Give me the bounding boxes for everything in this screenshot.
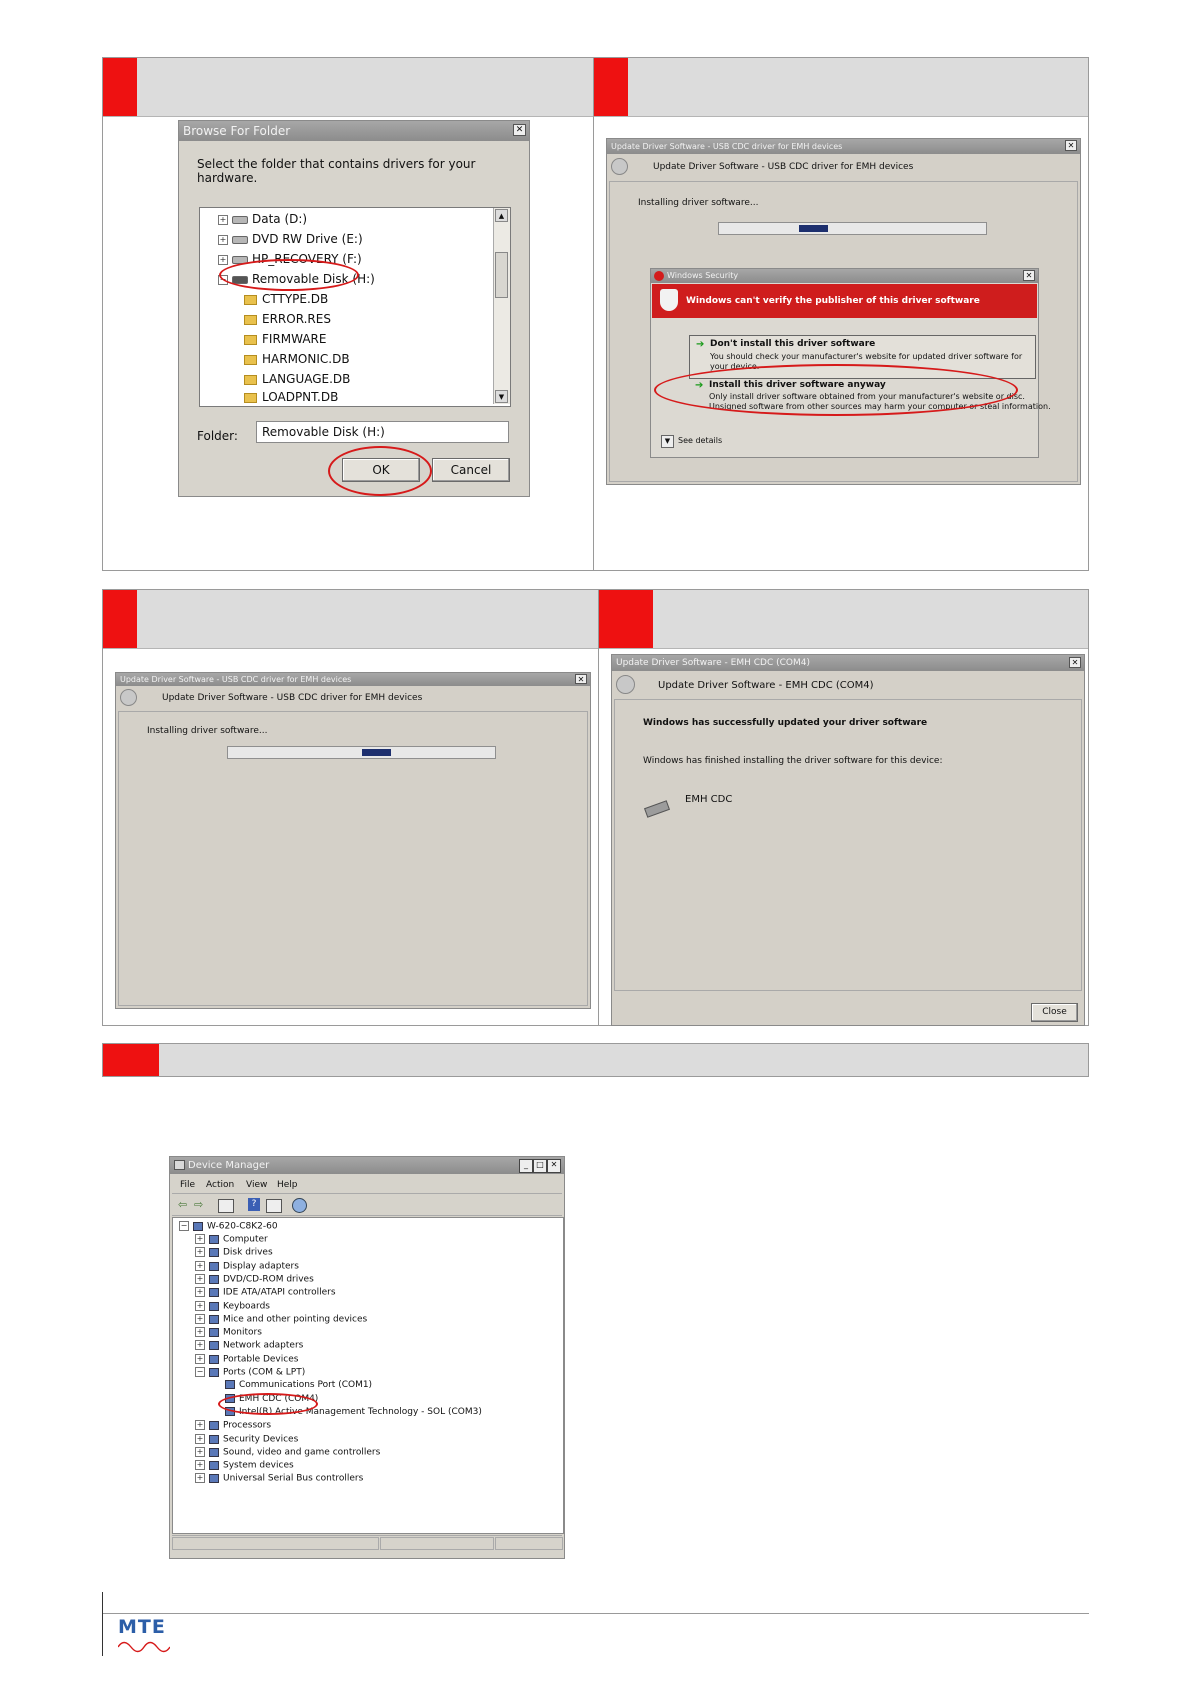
device-category-icon: [209, 1328, 219, 1337]
folder-tree[interactable]: [199, 207, 511, 407]
folder-item[interactable]: [244, 312, 331, 326]
close-icon[interactable]: ✕: [1069, 657, 1081, 668]
forward-arrow-icon[interactable]: ⇨: [194, 1198, 204, 1211]
expand-icon[interactable]: +: [196, 1473, 204, 1482]
scan-hardware-icon[interactable]: [292, 1198, 307, 1213]
maximize-icon[interactable]: □: [533, 1159, 547, 1173]
tree-item-category[interactable]: [195, 1340, 303, 1351]
tree-item-label: Communications Port (COM1): [239, 1380, 373, 1390]
device-category-icon: [209, 1288, 219, 1297]
dvd-drive-icon: [232, 236, 248, 244]
collapse-icon[interactable]: −: [219, 274, 227, 284]
instruction-text: Select the folder that contains drivers for your hardware.: [197, 157, 476, 185]
highlight-install-anyway: [654, 364, 1018, 416]
step-panel-installing: [102, 589, 599, 1026]
status-pane: [380, 1537, 494, 1550]
expand-icon[interactable]: +: [196, 1434, 204, 1443]
menu-action[interactable]: Action: [206, 1180, 235, 1190]
scroll-up-icon[interactable]: ▲: [495, 209, 508, 222]
device-manager-window: [169, 1156, 565, 1559]
tree-item-category[interactable]: [195, 1434, 298, 1445]
tree-item-label: W-620-C8K2-60: [207, 1221, 278, 1232]
step-header: [103, 58, 593, 117]
menu-file[interactable]: File: [180, 1180, 196, 1190]
device-category-icon: [209, 1474, 219, 1483]
windows-security-dialog: [650, 268, 1051, 458]
properties-icon[interactable]: [218, 1199, 234, 1213]
folder-name: LOADPNT.DB: [262, 390, 339, 404]
option-description: Only install driver software obtained from your manufacturer's website or disc. Unsigned software from other sources may harm your computer or steal information.: [709, 392, 1051, 411]
close-icon[interactable]: ✕: [1065, 140, 1077, 151]
mte-logo-wave: [118, 1640, 170, 1654]
folder-item[interactable]: [244, 390, 338, 404]
back-icon[interactable]: [616, 675, 635, 694]
folder-name: HARMONIC.DB: [262, 352, 350, 366]
tree-item-category[interactable]: [195, 1473, 363, 1484]
back-arrow-icon[interactable]: ⇦: [178, 1198, 188, 1211]
device-name: EMH CDC: [685, 794, 733, 805]
step-panel-device-manager: [102, 1043, 1089, 1077]
device-manager-icon: [174, 1160, 185, 1170]
green-arrow-icon: ➔: [696, 339, 705, 350]
step-number-box: [103, 58, 137, 116]
device-category-icon: [209, 1315, 219, 1324]
tree-root[interactable]: [179, 1221, 278, 1232]
folder-icon: [244, 355, 257, 365]
device-tree[interactable]: [172, 1217, 564, 1534]
update-driver-window: [115, 672, 591, 1009]
device-category-icon: [209, 1248, 219, 1257]
status-text: Installing driver software...: [638, 198, 759, 208]
tree-item-category[interactable]: [195, 1287, 336, 1298]
device-category-icon: [209, 1461, 219, 1470]
window-title: Update Driver Software - USB CDC driver for EMH devices: [116, 673, 590, 686]
folder-name: CTTYPE.DB: [262, 292, 329, 306]
security-title: [651, 269, 1038, 283]
green-arrow-icon: ➔: [695, 380, 704, 391]
tree-item-category[interactable]: [195, 1314, 367, 1325]
folder-name: LANGUAGE.DB: [262, 372, 351, 386]
drive-icon: [232, 216, 248, 224]
expand-icon[interactable]: +: [219, 214, 227, 224]
tree-item-label: Security Devices: [223, 1434, 299, 1445]
step-number-box: [103, 1044, 159, 1076]
menu-bar: [172, 1177, 562, 1194]
tree-item-category[interactable]: [195, 1460, 294, 1471]
tree-item-category[interactable]: [195, 1301, 270, 1312]
device-category-icon: [209, 1435, 219, 1444]
device-category-icon: [209, 1275, 219, 1284]
tree-item-label: EMH CDC (COM4): [239, 1394, 319, 1404]
dialog-title: Browse For Folder: [179, 121, 529, 141]
expand-icon[interactable]: +: [196, 1301, 204, 1310]
browse-for-folder-dialog: [178, 120, 530, 497]
ok-button[interactable]: OK: [342, 458, 420, 482]
step-number-box: [594, 58, 628, 116]
folder-icon: [244, 315, 257, 325]
close-icon[interactable]: ✕: [575, 674, 587, 684]
tree-item-label: System devices: [223, 1460, 294, 1471]
update-driver-window: [606, 138, 1081, 485]
tree-item-drive-d[interactable]: [218, 212, 307, 226]
folder-label: Folder:: [197, 429, 238, 443]
tree-item-label: HP_RECOVERY (F:): [252, 252, 362, 266]
success-heading: Windows has successfully updated your driver software: [643, 718, 928, 728]
tree-item-label: Universal Serial Bus controllers: [223, 1473, 364, 1484]
expand-icon[interactable]: +: [196, 1247, 204, 1256]
status-text: Installing driver software...: [147, 726, 268, 736]
see-details-toggle[interactable]: [661, 435, 722, 448]
menu-view[interactable]: View: [246, 1180, 268, 1190]
scroll-down-icon[interactable]: ▼: [495, 390, 508, 403]
close-icon[interactable]: ✕: [1023, 270, 1035, 281]
progress-bar: [718, 222, 987, 235]
expand-icon[interactable]: +: [196, 1340, 204, 1349]
tree-item-category[interactable]: [195, 1420, 271, 1431]
back-icon[interactable]: [611, 158, 628, 175]
device-category-icon: [209, 1448, 219, 1457]
folder-item[interactable]: [244, 352, 350, 366]
folder-icon: [244, 393, 257, 403]
expand-icon[interactable]: +: [196, 1420, 204, 1429]
tree-item-category[interactable]: [195, 1234, 268, 1245]
device-category-icon: [209, 1421, 219, 1430]
window-title-text: Device Manager: [188, 1160, 270, 1171]
device-category-icon: [209, 1262, 219, 1271]
folder-icon: [244, 335, 257, 345]
window-title: Update Driver Software - EMH CDC (COM4): [612, 655, 1084, 671]
step-header: [103, 590, 598, 649]
tree-item-category[interactable]: [195, 1247, 273, 1258]
shield-warning-icon: [660, 289, 678, 311]
tree-item-port[interactable]: [225, 1380, 372, 1390]
see-details-label: See details: [678, 436, 723, 445]
tree-item-label: Removable Disk (H:): [252, 272, 375, 286]
close-button[interactable]: Close: [1031, 1003, 1078, 1022]
expand-icon[interactable]: +: [196, 1327, 204, 1336]
expand-icon[interactable]: +: [196, 1234, 204, 1243]
tree-item-label: Data (D:): [252, 212, 308, 226]
step-header: [594, 58, 1088, 117]
folder-item[interactable]: [244, 372, 350, 386]
device-category-icon: [209, 1302, 219, 1311]
tree-item-category[interactable]: [195, 1367, 305, 1378]
tree-item-category[interactable]: [195, 1447, 380, 1458]
window-header: Update Driver Software - EMH CDC (COM4): [658, 680, 874, 691]
expand-icon[interactable]: +: [219, 254, 227, 264]
highlight-removable-disk: [219, 259, 359, 291]
tree-item-drive-e[interactable]: [218, 232, 363, 246]
computer-icon: [193, 1222, 203, 1231]
security-title-text: Windows Security: [667, 271, 739, 280]
folder-input[interactable]: Removable Disk (H:): [256, 421, 509, 443]
step-panel-security: [593, 57, 1089, 571]
option-description: You should check your manufacturer's website for updated driver software for your device.: [710, 352, 1023, 371]
scroll-thumb[interactable]: [495, 252, 508, 298]
expand-icon[interactable]: +: [196, 1447, 204, 1456]
tree-item-category[interactable]: [195, 1274, 314, 1285]
expand-icon[interactable]: +: [196, 1314, 204, 1323]
progress-fill: [362, 749, 391, 756]
option-title: Don't install this driver software: [710, 339, 876, 349]
minimize-icon[interactable]: _: [519, 1159, 533, 1173]
expand-icon[interactable]: +: [196, 1287, 204, 1296]
tree-item-label: Monitors: [223, 1327, 262, 1338]
expand-icon[interactable]: +: [196, 1354, 204, 1363]
content-area: [614, 699, 1082, 991]
tree-item-label: Intel(R) Active Management Technology - SOL (COM3): [239, 1407, 482, 1417]
finished-text: Windows has finished installing the driver software for this device:: [643, 756, 943, 766]
cancel-button[interactable]: Cancel: [432, 458, 510, 482]
tree-item-label: Ports (COM & LPT): [223, 1367, 306, 1378]
status-pane: [495, 1537, 563, 1550]
progress-fill: [799, 225, 828, 232]
expand-icon[interactable]: +: [196, 1261, 204, 1270]
window-header: Update Driver Software - USB CDC driver for EMH devices: [653, 162, 914, 172]
folder-item[interactable]: [244, 292, 328, 306]
window-title: [170, 1157, 564, 1174]
menu-help[interactable]: Help: [277, 1180, 298, 1190]
shield-error-icon: [654, 271, 664, 281]
window-title: Update Driver Software - USB CDC driver for EMH devices: [607, 139, 1080, 154]
device-category-icon: [209, 1341, 219, 1350]
highlight-emh-cdc: [218, 1393, 318, 1415]
step-number-box: [103, 590, 137, 648]
highlight-ok-button: [328, 446, 432, 496]
footer-horizontal-rule: [103, 1613, 1089, 1614]
warning-banner: [652, 284, 1037, 318]
tree-item-label: Mice and other pointing devices: [223, 1314, 368, 1325]
folder-icon: [244, 295, 257, 305]
update-driver-window: [611, 654, 1085, 1026]
folder-item[interactable]: [244, 332, 326, 346]
folder-name: FIRMWARE: [262, 332, 327, 346]
folder-icon: [244, 375, 257, 385]
tree-item-label: DVD/CD-ROM drives: [223, 1274, 314, 1285]
footer-vertical-rule: [102, 1592, 103, 1656]
tree-item-label: DVD RW Drive (E:): [252, 232, 363, 246]
tree-item-label: Processors: [223, 1420, 272, 1431]
warning-text: Windows can't verify the publisher of this driver software: [686, 296, 980, 306]
tree-item-label: Keyboards: [223, 1301, 270, 1312]
device-category-icon: [209, 1368, 219, 1377]
device-category-icon: [209, 1355, 219, 1364]
folder-name: ERROR.RES: [262, 312, 331, 326]
status-pane: [172, 1537, 379, 1550]
window-header: Update Driver Software - USB CDC driver for EMH devices: [162, 693, 423, 703]
chevron-down-icon[interactable]: ▼: [661, 435, 674, 448]
view-icon[interactable]: [266, 1199, 282, 1213]
step-header: [599, 590, 1088, 649]
tree-item-label: Computer: [223, 1234, 268, 1245]
option-title: Install this driver software anyway: [709, 380, 886, 390]
back-icon[interactable]: [120, 689, 137, 706]
mte-logo: MTE: [118, 1616, 166, 1638]
tree-item-label: Portable Devices: [223, 1354, 299, 1365]
content-area: [118, 711, 588, 1006]
tree-item-category[interactable]: [195, 1261, 299, 1272]
vertical-scrollbar[interactable]: [493, 208, 510, 404]
tree-item-label: Disk drives: [223, 1247, 273, 1258]
progress-bar: [227, 746, 496, 759]
close-icon[interactable]: ✕: [513, 124, 526, 136]
tree-item-label: Network adapters: [223, 1340, 304, 1351]
content-area: [609, 181, 1078, 482]
window-controls: [519, 1159, 561, 1173]
usb-device-icon: [644, 800, 670, 818]
help-icon[interactable]: ?: [248, 1198, 260, 1211]
device-category-icon: [209, 1235, 219, 1244]
tree-item-label: IDE ATA/ATAPI controllers: [223, 1287, 336, 1298]
step-panel-browse: [102, 57, 594, 571]
toolbar: [172, 1195, 562, 1216]
close-icon[interactable]: ✕: [547, 1159, 561, 1173]
expand-icon[interactable]: +: [196, 1274, 204, 1283]
tree-item-category[interactable]: [195, 1327, 262, 1338]
status-bar: [172, 1535, 562, 1550]
step-number-box: [599, 590, 653, 648]
collapse-icon[interactable]: −: [196, 1367, 204, 1376]
collapse-icon[interactable]: −: [180, 1221, 188, 1230]
tree-item-category[interactable]: [195, 1354, 298, 1365]
tree-item-label: Sound, video and game controllers: [223, 1447, 381, 1458]
device-category-icon: [225, 1380, 235, 1389]
expand-icon[interactable]: +: [196, 1460, 204, 1469]
tree-item-label: Display adapters: [223, 1261, 299, 1272]
step-panel-success: [598, 589, 1089, 1026]
expand-icon[interactable]: +: [219, 234, 227, 244]
